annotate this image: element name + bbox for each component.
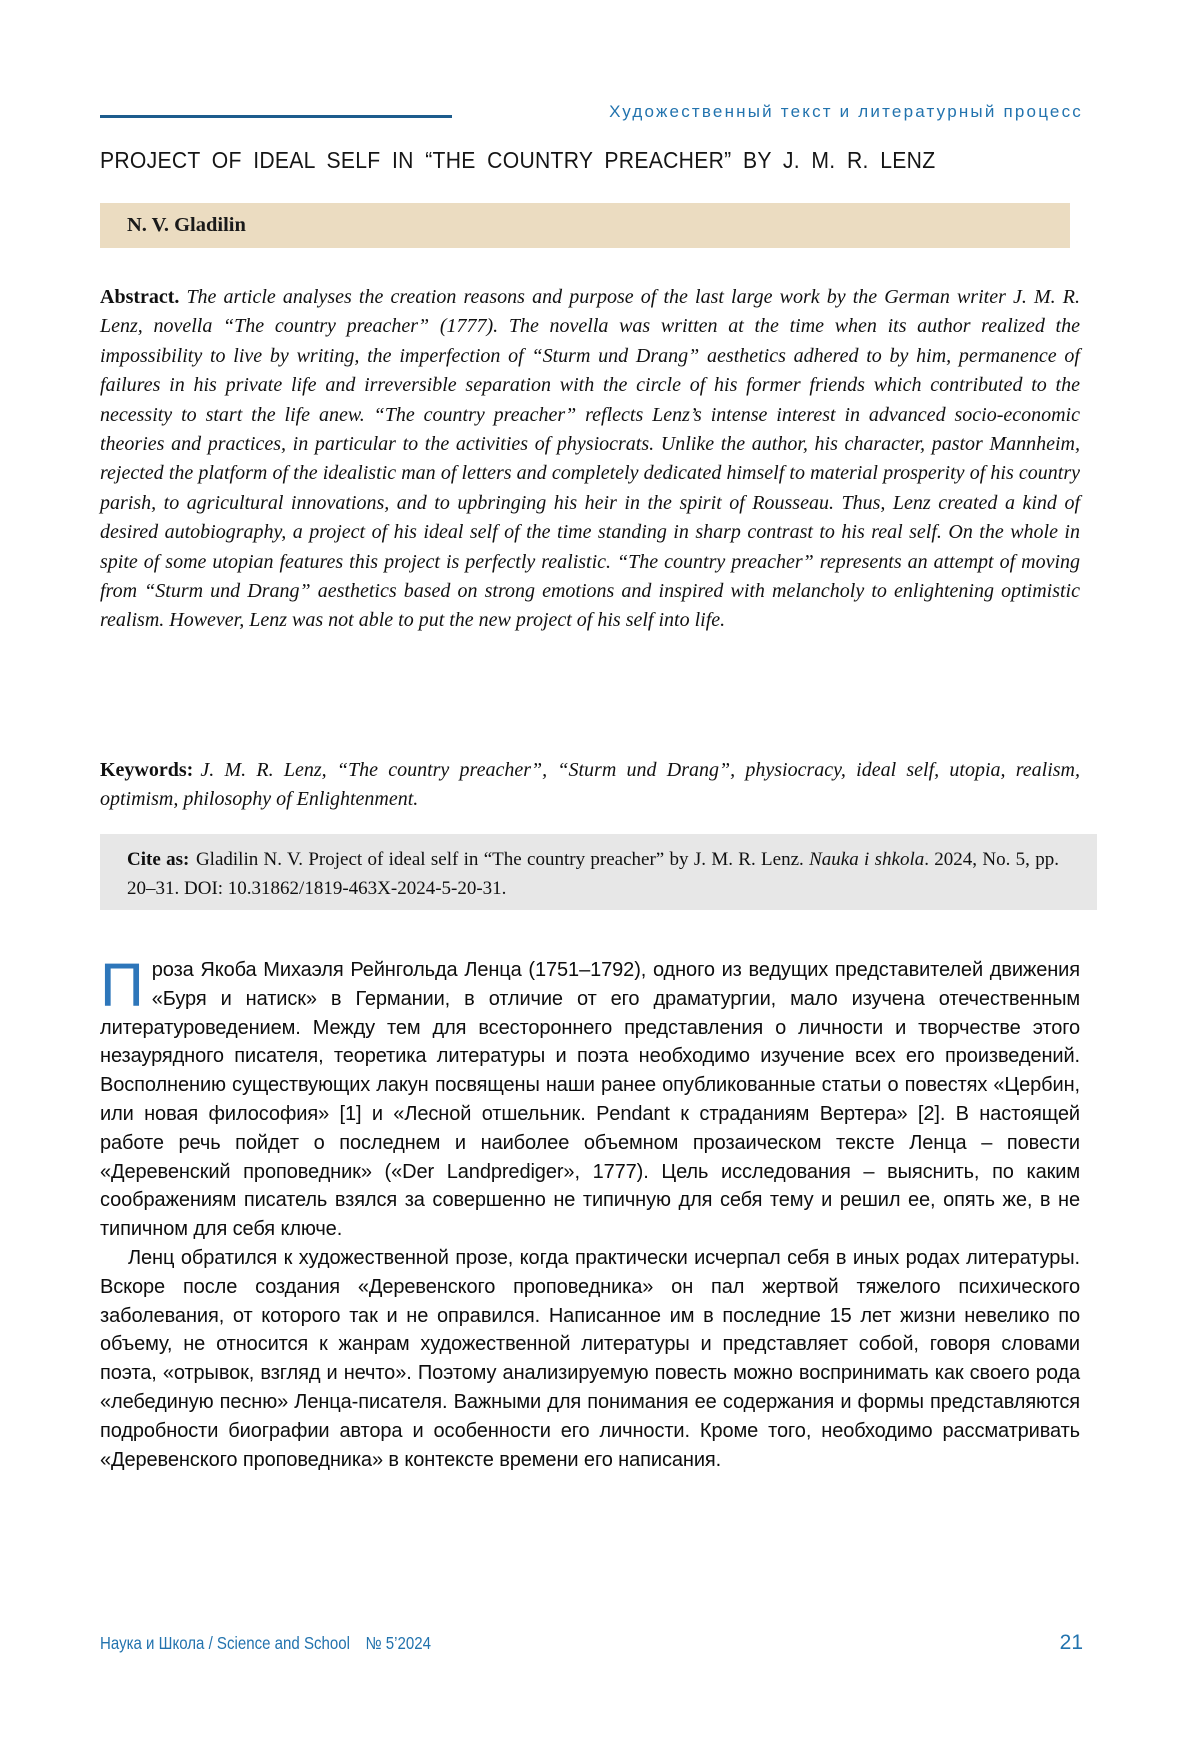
paragraph-1-text: роза Якоба Михаэля Рейнгольда Ленца (1751–1792), одного из ведущих представителей движения «Буря и натиск» в Германии, в отличие от его драматургии, мало изучена отечественным литературоведением. Между тем для всестороннего представления о личности и творчестве этого незаурядного писателя, теоретика литературы и поэта необходимо изучение всех его произведений. Восполнению существующих лакун посвящены наши ранее опубликованные статьи о повестях «Цербин, или новая философия» [1] и «Лесной отшельник. Pendant к страданиям Вертера» [2]. В настоящей работе речь пойдет о последнем и наиболее объемном прозаическом тексте Ленца – повести «Деревенский проповедник» («Der Landprediger», 1777). Цель исследования – выяснить, по каким соображениям писатель взялся за совершенно не типичную для себя тему и решил ее, опять же, в не типичном для себя ключе. [100,959,1080,1241]
citation-box [100,834,1097,910]
header-rule [100,115,452,118]
abstract-text: The article analyses the creation reasons and purpose of the last large work by the German writer J. M. R. Lenz, novella “The country preacher” (1777). The novella was written at the time when its author realized the impossibility to live by writing, the imperfection of “Sturm und Drang” aesthetics adhered to by him, permanence of failures in his private life and irreversible separation with the circle of his former friends which contributed to the necessity to start the life anew. “The country preacher” reflects Lenz’s intense interest in advanced socio-economic theories and practices, in particular to the activities of physiocrats. Unlike the author, his character, pastor Mannheim, rejected the platform of the idealistic man of letters and completely dedicated himself to material prosperity of his country parish, to agricultural innovations, and to upbringing his heir in the spirit of Rousseau. Thus, Lenz created a kind of desired autobiography, a project of his ideal self of the time standing in sharp contrast to his real self. On the whole in spite of some utopian features this project is perfectly realistic. “The country preacher” represents an attempt of moving from “Sturm und Drang” aesthetics based on strong emotions and inspired with melancholy to enlightening optimistic realism. However, Lenz was not able to put the new project of his self into life. [100,286,1080,632]
keywords-label: Keywords: [100,759,194,781]
footer-journal-line [100,1633,431,1654]
cite-journal-name: Nauka i shkola [809,849,925,870]
page-header [100,99,1083,125]
footer-journal-name: Наука и Школа / Science and School [100,1633,350,1653]
article-title [100,147,1180,174]
author-name: N. V. Gladilin [127,214,246,236]
dropcap-letter: П [100,951,144,1019]
paragraph-2: Ленц обратился к художественной прозе, когда практически исчерпал себя в иных родах литературы. Вскоре после создания «Деревенского проповедника» он пал жертвой тяжелого психического заболевания, от которого так и не оправился. Написанное им в последние 15 лет жизни невелико по объему, не относится к жанрам художественной литературы и представляет собой, говоря словами поэта, «отрывок, взгляд и нечто». Поэтому анализируемую повесть можно воспринимать как своего рода «лебединую песню» Ленца-писателя. Важными для понимания ее содержания и формы представляются подробности биографии автора и особенности его личности. Кроме того, необходимо рассматривать «Деревенского проповедника» в контексте времени его написания. [100,1246,1080,1471]
author-box [100,203,1070,248]
keywords-text: J. M. R. Lenz, “The country preacher”, “Sturm und Drang”, physiocracy, ideal self, utopia, realism, optimism, philosophy of Enlightenment. [100,759,1080,811]
paragraph-1 [100,951,1080,1244]
footer-issue: № 5’2024 [365,1633,431,1653]
article-body [100,951,1080,1474]
abstract-label: Abstract. [100,286,180,308]
abstract-section [100,283,1080,636]
article-title-text: PROJECT OF IDEAL SELF IN “THE COUNTRY PREACHER” BY J. M. R. LENZ [100,147,936,173]
page-footer [100,1631,1083,1655]
cite-label: Cite as: [127,849,190,870]
cite-text-tail: . 2024, No. 5, pp. 20–31. DOI: 10.31862/1819-463X-2024-5-20-31. [127,849,1059,899]
keywords-section [100,756,1080,815]
page-number: 21 [1059,1631,1083,1654]
cite-text: Gladilin N. V. Project of ideal self in “The country preacher” by J. M. R. Lenz. [195,849,810,870]
section-title: Художественный текст и литературный процесс [609,102,1083,121]
